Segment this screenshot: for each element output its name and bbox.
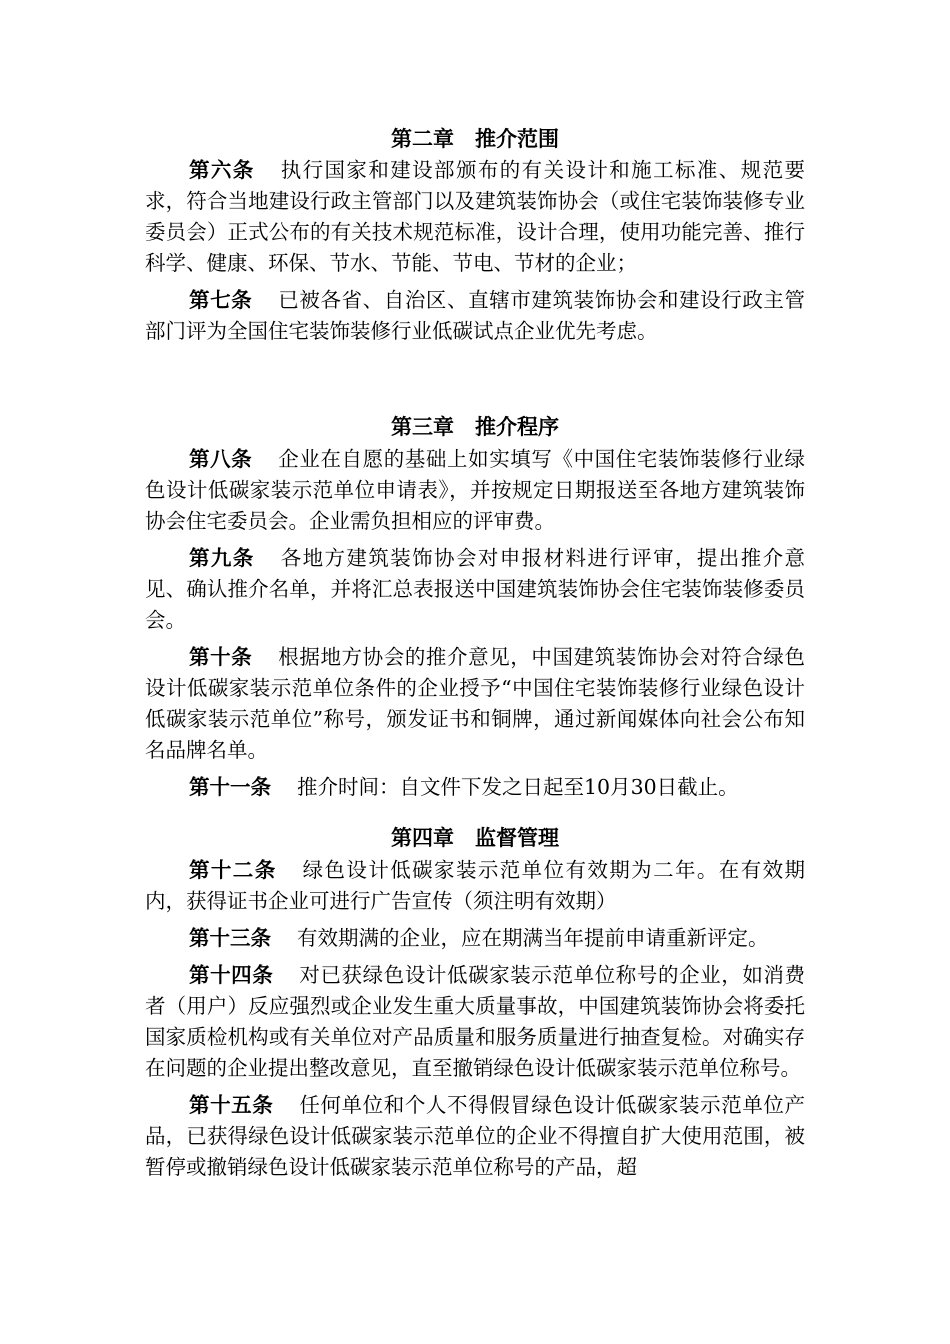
article-paragraph	[145, 855, 805, 917]
article-paragraph	[145, 923, 805, 954]
article-text: 执行国家和建设部颁布的有关设计和施工标准、规范要求，符合当地建设行政主管部门以及建筑装饰协会（或住宅装饰装修专业委员会）正式公布的有关技术规范标准，设计合理，使用功能完善、推行科学、健康、环保、节水、节能、节电、节材的企业；	[145, 158, 806, 275]
article-label: 第七条	[189, 288, 253, 312]
chapter-heading: 第四章 监督管理	[391, 826, 559, 850]
article-text: 已被各省、自治区、直辖市建筑装饰协会和建设行政主管部门评为全国住宅装饰装修行业低碳试点企业优先考虑。	[145, 288, 806, 343]
chapter-heading: 第三章 推介程序	[391, 415, 559, 439]
article-label: 第八条	[189, 447, 253, 471]
article-label: 第九条	[189, 546, 255, 570]
article-label: 第十一条	[189, 775, 271, 799]
article-paragraph	[145, 772, 805, 803]
article-text: 企业在自愿的基础上如实填写《中国住宅装饰装修行业绿色设计低碳家装示范单位申请表》，并按规定日期报送至各地方建筑装饰协会住宅委员会。企业需负担相应的评审费。	[145, 447, 806, 533]
chapter-body	[145, 155, 805, 353]
article-label: 第十条	[189, 645, 253, 669]
article-text: 根据地方协会的推介意见，中国建筑装饰协会对符合绿色设计低碳家装示范单位条件的企业授予“中国住宅装饰装修行业绿色设计低碳家装示范单位”称号，颁发证书和铜牌，通过新闻媒体向社会公布知名品牌名单。	[145, 645, 806, 762]
article-paragraph	[145, 543, 805, 636]
article-label: 第十五条	[189, 1093, 274, 1117]
chapter-body	[145, 444, 805, 809]
article-text: 各地方建筑装饰协会对申报材料进行评审，提出推介意见、确认推介名单，并将汇总表报送中国建筑装饰协会住宅装饰装修委员会。	[145, 546, 806, 632]
article-paragraph	[145, 1090, 805, 1183]
article-paragraph	[145, 444, 805, 537]
chapter-heading: 第二章 推介范围	[391, 127, 559, 151]
article-label: 第六条	[189, 158, 255, 182]
article-text: 任何单位和个人不得假冒绿色设计低碳家装示范单位产品，已获得绿色设计低碳家装示范单位的企业不得擅自扩大使用范围，被暂停或撤销绿色设计低碳家装示范单位称号的产品，超	[145, 1093, 806, 1179]
article-paragraph	[145, 285, 805, 347]
article-label: 第十三条	[189, 926, 271, 950]
chapter-body	[145, 855, 805, 1189]
article-text: 推介时间：自文件下发之日起至10月30日截止。	[297, 775, 739, 799]
article-text: 绿色设计低碳家装示范单位有效期为二年。在有效期内，获得证书企业可进行广告宣传（须注明有效期）	[145, 858, 806, 913]
article-label: 第十二条	[189, 858, 277, 882]
article-text: 对已获绿色设计低碳家装示范单位称号的企业，如消费者（用户）反应强烈或企业发生重大质量事故，中国建筑装饰协会将委托国家质检机构或有关单位对产品质量和服务质量进行抽查复检。对确实存在问题的企业提出整改意见，直至撤销绿色设计低碳家装示范单位称号。	[145, 963, 806, 1080]
article-paragraph	[145, 960, 805, 1084]
article-text: 有效期满的企业，应在期满当年提前申请重新评定。	[297, 926, 769, 950]
article-paragraph	[145, 155, 805, 279]
article-paragraph	[145, 642, 805, 766]
article-label: 第十四条	[189, 963, 274, 987]
